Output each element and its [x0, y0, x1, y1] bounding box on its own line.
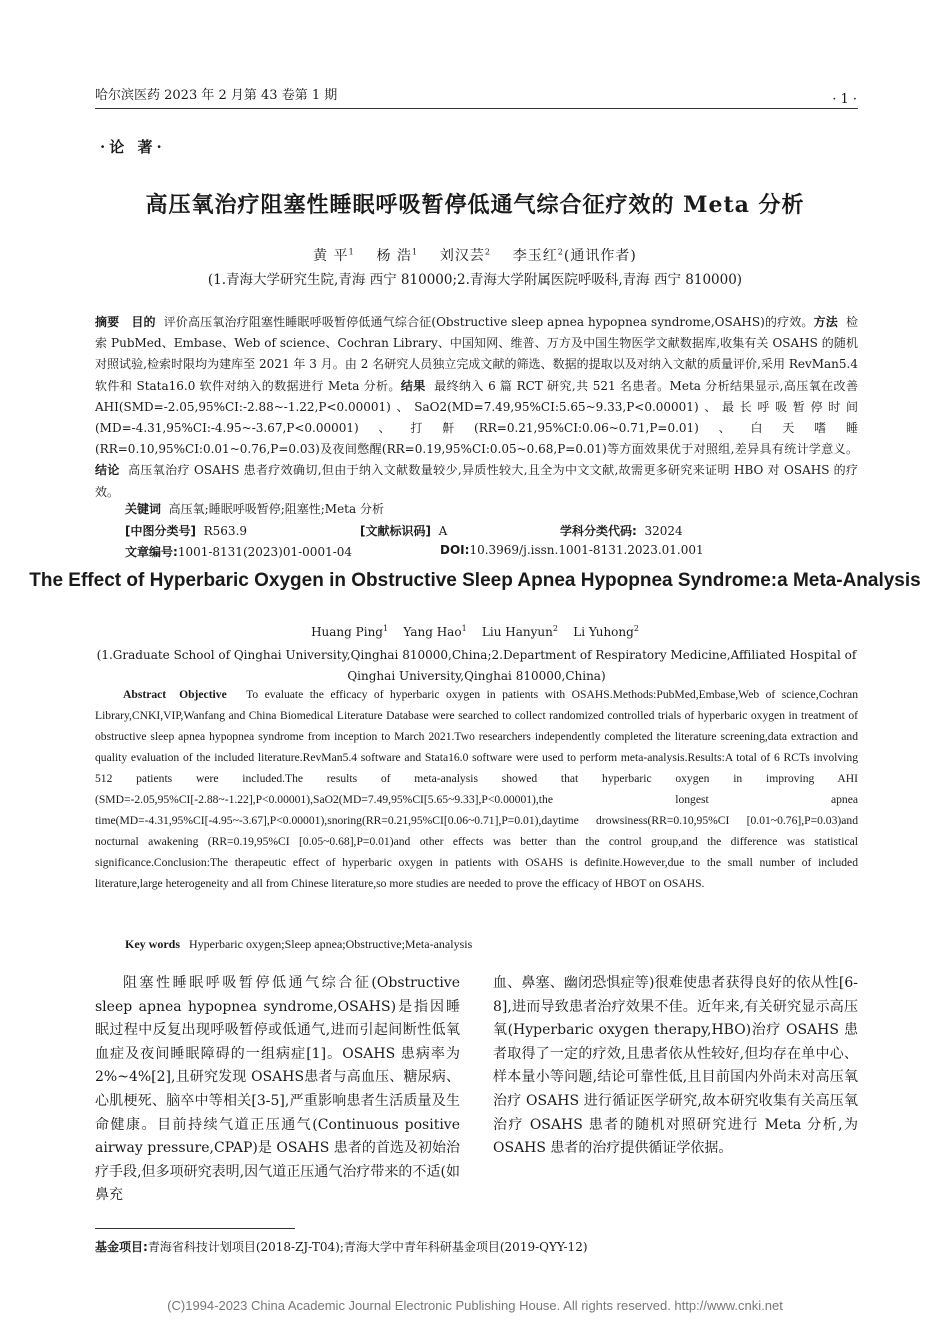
footnote-rule: [95, 1228, 295, 1229]
en-title: The Effect of Hyperbaric Oxygen in Obstructive Sleep Apnea Hypopnea Syndrome:a Meta-Analysis: [29, 570, 921, 591]
author-name: 李玉红: [512, 248, 558, 264]
document-code: [文献标识码] A: [360, 524, 448, 538]
funding-footnote: 基金项目:青海省科技计划项目(2018-ZJ-T04);青海大学中青年科研基金项目(2019-QYY-12): [95, 1240, 588, 1254]
copyright-line: (C)1994-2023 China Academic Journal Electronic Publishing House. All rights reserved. http://www.cnki.net: [167, 1298, 783, 1313]
cn-keywords: 关键词 高压氧;睡眠呼吸暂停;阻塞性;Meta 分析: [125, 502, 384, 516]
body-text-right: 血、鼻塞、幽闭恐惧症等)很难使患者获得良好的依从性[6-8],进而导致患者治疗效果不佳。近年来,有关研究显示高压氧(Hyperbaric oxygen therapy,HBO)治疗 OSAHS 患者取得了一定的疗效,且患者依从性较好,但均存在单中心、样本量小等问题,结论可靠性低,且目前国内外尚未对高压氧治疗 OSAHS 进行循证医学研究,故本研究收集有关高压氧治疗 OSAHS 患者的随机对照研究进行 Meta 分析,为 OSAHS 患者的治疗提供循证学依据。: [493, 975, 858, 1157]
en-affiliation: (1.Graduate School of Qinghai University,Qinghai 810000,China;2.Department of Respiratory Medicine,Affiliated Hospital of Qinghai University,Qinghai 810000,China): [96, 648, 857, 683]
cn-abstract: 摘要 目的 评价高压氧治疗阻塞性睡眠呼吸暂停低通气综合征(Obstructive sleep apnea hypopnea syndrome,OSAHS)的疗效。方法 检索 PubMed、Embase、Web of science、Cochran Library、中国知网、维普、万方及中国生物医学文献数据库,收集有关 OSAHS 的随机对照试验,检索时限均为建库至 2021 年 3 月。由 2 名研究人员独立完成文献的筛选、数据的提取以及对纳入文献的质量评价,采用 RevMan5.4 软件和 Stata16.0 软件对纳入的数据进行 Meta 分析。结果 最终纳入 6 篇 RCT 研究,共 521 名患者。Meta 分析结果显示,高压氧在改善 AHI(SMD=-2.05,95%CI:-2.88~-1.22,P<0.00001)、SaO2(MD=7.49,95%CI:5.65~9.33,P<0.00001)、最长呼吸暂停时间(MD=-4.31,95%CI:-4.95~-3.67,P<0.00001)、打鼾(RR=0.21,95%CI:0.06~0.71,P=0.01)、白天嗜睡(RR=0.10,95%CI:0.01~0.76,P=0.03)及夜间憋醒(RR=0.19,95%CI:0.05~0.68,P=0.01)等方面效果优于对照组,差异具有统计学意义。结论 高压氧治疗 OSAHS 患者疗效确切,但由于纳入文献数量较少,异质性较大,且全为中文文献,故需更多研究来证明 HBO 对 OSAHS 的疗效。: [95, 315, 858, 499]
author-name: 黄 平: [313, 248, 349, 264]
en-authors: Huang Ping$^1$ Yang Hao$^1$ Liu Hanyun$^2$ Li Yuhong$^2$: [311, 624, 639, 639]
journal-header: 哈尔滨医药 2023 年 2 月第 43 卷第 1 期: [95, 88, 338, 103]
en-abstract: Abstract Objective To evaluate the efficacy of hyperbaric oxygen in patients with OSAHS.Methods:PubMed,Embase,Web of science,Cochran Library,CNKI,VIP,Wanfang and China Biomedical Literature Database were searched to collect randomized controlled trials of hyperbaric oxygen in treatment of obstructive sleep apnea hypopnea syndrome from inception to March 2021.Two researchers independently completed the literature screening,data extraction and quality evaluation of the included literature.RevMan5.4 software and Stata16.0 software were used to perform meta-analysis.Results:A total of 6 RCTs involving 512 patients were included.The results of meta-analysis showed that hyperbaric oxygen in improving AHI (SMD=-2.05,95%CI[-2.88~-1.22],P<0.00001),SaO2(MD=7.49,95%CI[5.65~9.33],P<0.00001),the longest apnea time(MD=-4.31,95%CI[-4.95~-3.67],P<0.00001),snoring(RR=0.21,95%CI[0.06~0.71],P=0.01),daytime drowsiness(RR=0.10,95%CI [0.01~0.76],P=0.03)and nocturnal awakening (RR=0.19,95%CI [0.05~0.68],P=0.01)and other effects was better than the control group,and the difference was statistical significance.Conclusion:The therapeutic effect of hyperbaric oxygen in patients with OSAHS is definite.However,due to the small number of included literature,large heterogeneity and all from Chinese literature,so more studies are needed to prove the efficacy of HBOT on OSAHS.: [95, 688, 859, 890]
cn-affiliation: (1.青海大学研究生院,青海 西宁 810000;2.青海大学附属医院呼吸科,青海 西宁 810000): [207, 272, 743, 288]
body-text-left: 阻塞性睡眠呼吸暂停低通气综合征(Obstructive sleep apnea hypopnea syndrome,OSAHS)是指因睡眠过程中反复出现呼吸暂停或低通气,进而引起间断性低氧血症及夜间睡眠障碍的一组病症[1]。OSAHS 患病率为 2%~4%[2],且研究发现 OSAHS患者与高血压、糖尿病、心肌梗死、脑卒中等相关[3-5],严重影响患者生活质量及生命健康。目前持续气道正压通气(Continuous positive airway pressure,CPAP)是 OSAHS 患者的首选及初始治疗手段,但多项研究表明,因气道正压通气治疗带来的不适(如鼻充: [95, 975, 460, 1204]
cn-title: 高压氧治疗阻塞性睡眠呼吸暂停低通气综合征疗效的 Meta 分析: [145, 192, 805, 218]
cn-authors: 黄 平$^1$ 杨 浩$^1$ 刘汉芸$^2$ 李玉红$^2$(通讯作者): [313, 247, 637, 264]
page-number: · 1 ·: [832, 92, 857, 107]
column-tag: ·论 著·: [100, 138, 166, 156]
corresponding-note: (通讯作者): [563, 248, 637, 264]
header-rule: [95, 108, 858, 109]
en-keywords: Key words Hyperbaric oxygen;Sleep apnea;Obstructive;Meta-analysis: [125, 937, 473, 951]
author-name: 杨 浩: [376, 248, 412, 264]
article-number: 文章编号:1001-8131(2023)01-0001-04: [125, 545, 353, 559]
doi: DOI:10.3969/j.issn.1001-8131.2023.01.001: [440, 543, 704, 557]
subject-code: 学科分类代码: 32024: [560, 524, 683, 538]
author-name: 刘汉芸: [439, 248, 485, 264]
clc-number: [中图分类号] R563.9: [125, 524, 248, 538]
